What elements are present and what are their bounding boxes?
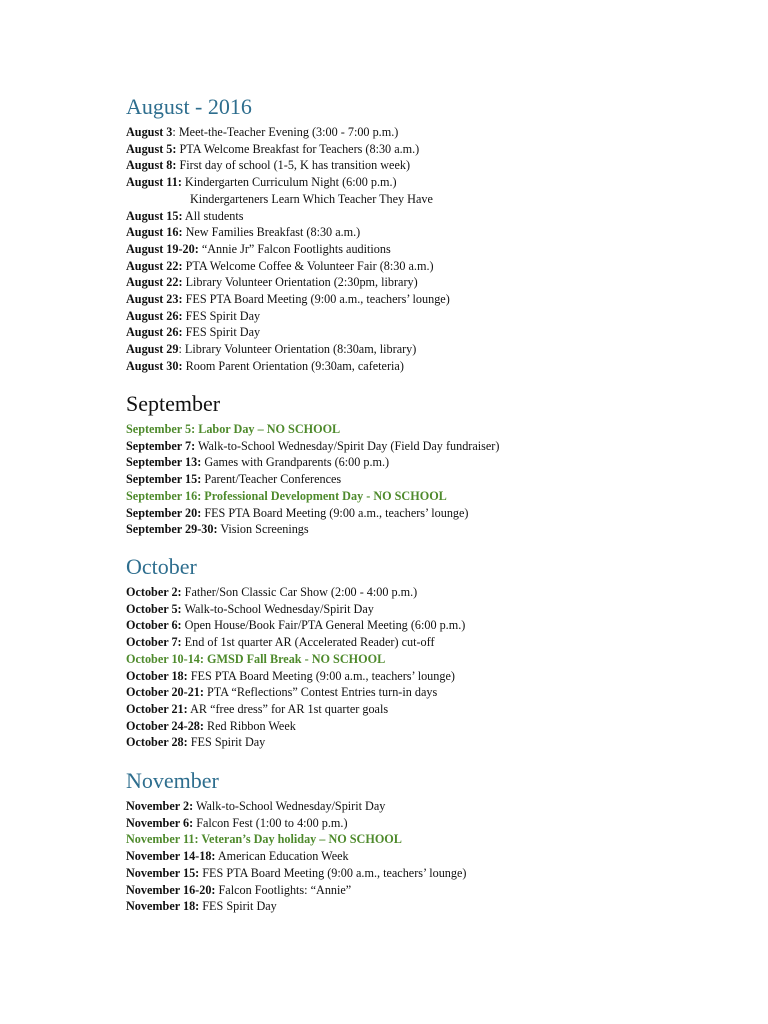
event-text: Kindergarten Curriculum Night (6:00 p.m.) bbox=[181, 175, 397, 190]
event-date: August 8: bbox=[126, 158, 177, 173]
event-date: November 16-20: bbox=[126, 882, 216, 897]
month-heading-october: October bbox=[126, 554, 197, 579]
month-heading-september: September bbox=[126, 391, 221, 416]
event-entry bbox=[126, 174, 726, 191]
event-date: October 2: bbox=[126, 585, 182, 599]
september-section bbox=[126, 391, 726, 538]
event-date: August 26: bbox=[126, 308, 183, 323]
event-entry bbox=[126, 601, 726, 618]
event-entry bbox=[126, 684, 726, 701]
event-date: October 7: bbox=[126, 635, 182, 650]
month-heading-november: November bbox=[126, 768, 219, 793]
event-text: Father/Son Classic Car Show (2:00 - 4:00 p.m.) bbox=[181, 585, 418, 599]
event-text: : Meet-the-Teacher Evening (3:00 - 7:00 p.m.) bbox=[172, 125, 399, 139]
event-date: August 3 bbox=[126, 125, 173, 139]
event-entry bbox=[126, 718, 726, 735]
event-entry bbox=[126, 701, 726, 718]
event-text: FES PTA Board Meeting (9:00 a.m., teachers’ lounge) bbox=[182, 292, 450, 307]
event-entry bbox=[126, 124, 726, 141]
event-continuation bbox=[126, 191, 726, 208]
event-entry bbox=[126, 454, 726, 471]
event-entry bbox=[126, 848, 726, 865]
event-entry bbox=[126, 505, 726, 522]
event-entry bbox=[126, 157, 726, 174]
event-date: August 22: bbox=[126, 258, 183, 273]
holiday-entry: October 10-14: GMSD Fall Break - NO SCHOOL bbox=[126, 651, 386, 666]
event-text: FES Spirit Day bbox=[199, 899, 277, 914]
event-entry bbox=[126, 734, 726, 751]
event-date: September 15: bbox=[126, 472, 202, 487]
event-entry bbox=[126, 258, 726, 275]
event-text: All students bbox=[182, 208, 244, 223]
event-text: Falcon Footlights: “Annie” bbox=[215, 882, 352, 897]
event-text: Room Parent Orientation (9:30am, cafeteria) bbox=[182, 358, 404, 373]
event-text: First day of school (1-5, K has transition week) bbox=[176, 158, 411, 173]
event-date: November 15: bbox=[126, 865, 200, 880]
event-text: FES Spirit Day bbox=[187, 735, 266, 750]
event-entry bbox=[126, 341, 726, 358]
event-date: September 29-30: bbox=[126, 522, 218, 537]
event-text: Open House/Book Fair/PTA General Meeting (6:00 p.m.) bbox=[181, 618, 466, 633]
event-entry bbox=[126, 668, 726, 685]
event-text: FES Spirit Day bbox=[182, 308, 261, 323]
event-text: Walk-to-School Wednesday/Spirit Day (Field Day fundraiser) bbox=[195, 438, 500, 453]
event-date: October 21: bbox=[126, 701, 188, 716]
event-date: August 23: bbox=[126, 292, 183, 307]
event-date: August 15: bbox=[126, 208, 183, 223]
event-entry bbox=[126, 241, 726, 258]
event-date: October 18: bbox=[126, 668, 188, 683]
event-date: August 11: bbox=[126, 175, 182, 190]
event-text: Parent/Teacher Conferences bbox=[201, 472, 342, 487]
month-heading-august: August - 2016 bbox=[126, 94, 252, 119]
event-text: Games with Grandparents (6:00 p.m.) bbox=[201, 455, 390, 470]
event-text: New Families Breakfast (8:30 a.m.) bbox=[182, 225, 361, 240]
event-date: September 7: bbox=[126, 438, 196, 453]
event-entry bbox=[126, 141, 726, 158]
event-date: September 20: bbox=[126, 505, 202, 520]
event-text: Vision Screenings bbox=[217, 522, 309, 537]
event-text: FES PTA Board Meeting (9:00 a.m., teachers’ lounge) bbox=[201, 505, 469, 520]
event-entry bbox=[126, 798, 726, 815]
event-date: August 29 bbox=[126, 342, 179, 357]
event-date: November 18: bbox=[126, 899, 200, 914]
event-entry bbox=[126, 584, 726, 601]
event-text: : Library Volunteer Orientation (8:30am, library) bbox=[178, 342, 417, 357]
august-section bbox=[126, 94, 726, 375]
event-entry bbox=[126, 208, 726, 225]
event-date: August 16: bbox=[126, 225, 183, 240]
event-date: October 20-21: bbox=[126, 685, 204, 700]
event-date: September 13: bbox=[126, 455, 202, 470]
october-section bbox=[126, 554, 726, 751]
event-date: November 2: bbox=[126, 799, 194, 813]
event-entry bbox=[126, 308, 726, 325]
event-entry bbox=[126, 291, 726, 308]
event-text: Walk-to-School Wednesday/Spirit Day bbox=[181, 601, 374, 616]
event-text: “Annie Jr” Falcon Footlights auditions bbox=[198, 241, 391, 256]
event-text: Library Volunteer Orientation (2:30pm, library) bbox=[182, 275, 418, 290]
event-text: FES PTA Board Meeting (9:00 a.m., teachers’ lounge) bbox=[199, 865, 467, 880]
event-text: FES PTA Board Meeting (9:00 a.m., teachers’ lounge) bbox=[187, 668, 455, 683]
event-entry bbox=[126, 224, 726, 241]
event-entry bbox=[126, 438, 726, 455]
event-entry bbox=[126, 471, 726, 488]
event-date: August 19-20: bbox=[126, 241, 199, 256]
event-text: AR “free dress” for AR 1st quarter goals bbox=[187, 701, 389, 716]
event-text: End of 1st quarter AR (Accelerated Reader) cut-off bbox=[181, 635, 435, 650]
event-text: PTA Welcome Breakfast for Teachers (8:30 a.m.) bbox=[176, 141, 420, 156]
event-entry bbox=[126, 898, 726, 915]
event-text: Kindergarteners Learn Which Teacher They Have bbox=[190, 191, 433, 206]
event-entry bbox=[126, 617, 726, 634]
event-entry bbox=[126, 882, 726, 899]
event-entry bbox=[126, 324, 726, 341]
event-date: October 28: bbox=[126, 735, 188, 750]
holiday-entry: September 16: Professional Development Day - NO SCHOOL bbox=[126, 488, 447, 503]
event-entry bbox=[126, 358, 726, 375]
november-section bbox=[126, 768, 726, 915]
event-text: Red Ribbon Week bbox=[203, 718, 296, 733]
event-entry bbox=[126, 274, 726, 291]
event-date: October 5: bbox=[126, 601, 182, 616]
holiday-entry: September 5: Labor Day – NO SCHOOL bbox=[126, 422, 341, 436]
event-entry bbox=[126, 634, 726, 651]
event-date: November 6: bbox=[126, 815, 194, 830]
event-text: Walk-to-School Wednesday/Spirit Day bbox=[193, 799, 386, 813]
holiday-entry: November 11: Veteran’s Day holiday – NO SCHOOL bbox=[126, 832, 402, 847]
event-date: August 5: bbox=[126, 141, 177, 156]
event-date: November 14-18: bbox=[126, 849, 216, 864]
event-text: FES Spirit Day bbox=[182, 325, 261, 340]
event-text: PTA Welcome Coffee & Volunteer Fair (8:30 a.m.) bbox=[182, 258, 434, 273]
event-date: October 24-28: bbox=[126, 718, 204, 733]
event-entry bbox=[126, 521, 726, 538]
event-text: American Education Week bbox=[215, 849, 349, 864]
event-date: October 6: bbox=[126, 618, 182, 633]
event-date: August 22: bbox=[126, 275, 183, 290]
event-entry bbox=[126, 865, 726, 882]
event-text: Falcon Fest (1:00 to 4:00 p.m.) bbox=[193, 815, 348, 830]
event-date: August 26: bbox=[126, 325, 183, 340]
event-entry bbox=[126, 815, 726, 832]
event-date: August 30: bbox=[126, 358, 183, 373]
event-text: PTA “Reflections” Contest Entries turn-in days bbox=[203, 685, 438, 700]
